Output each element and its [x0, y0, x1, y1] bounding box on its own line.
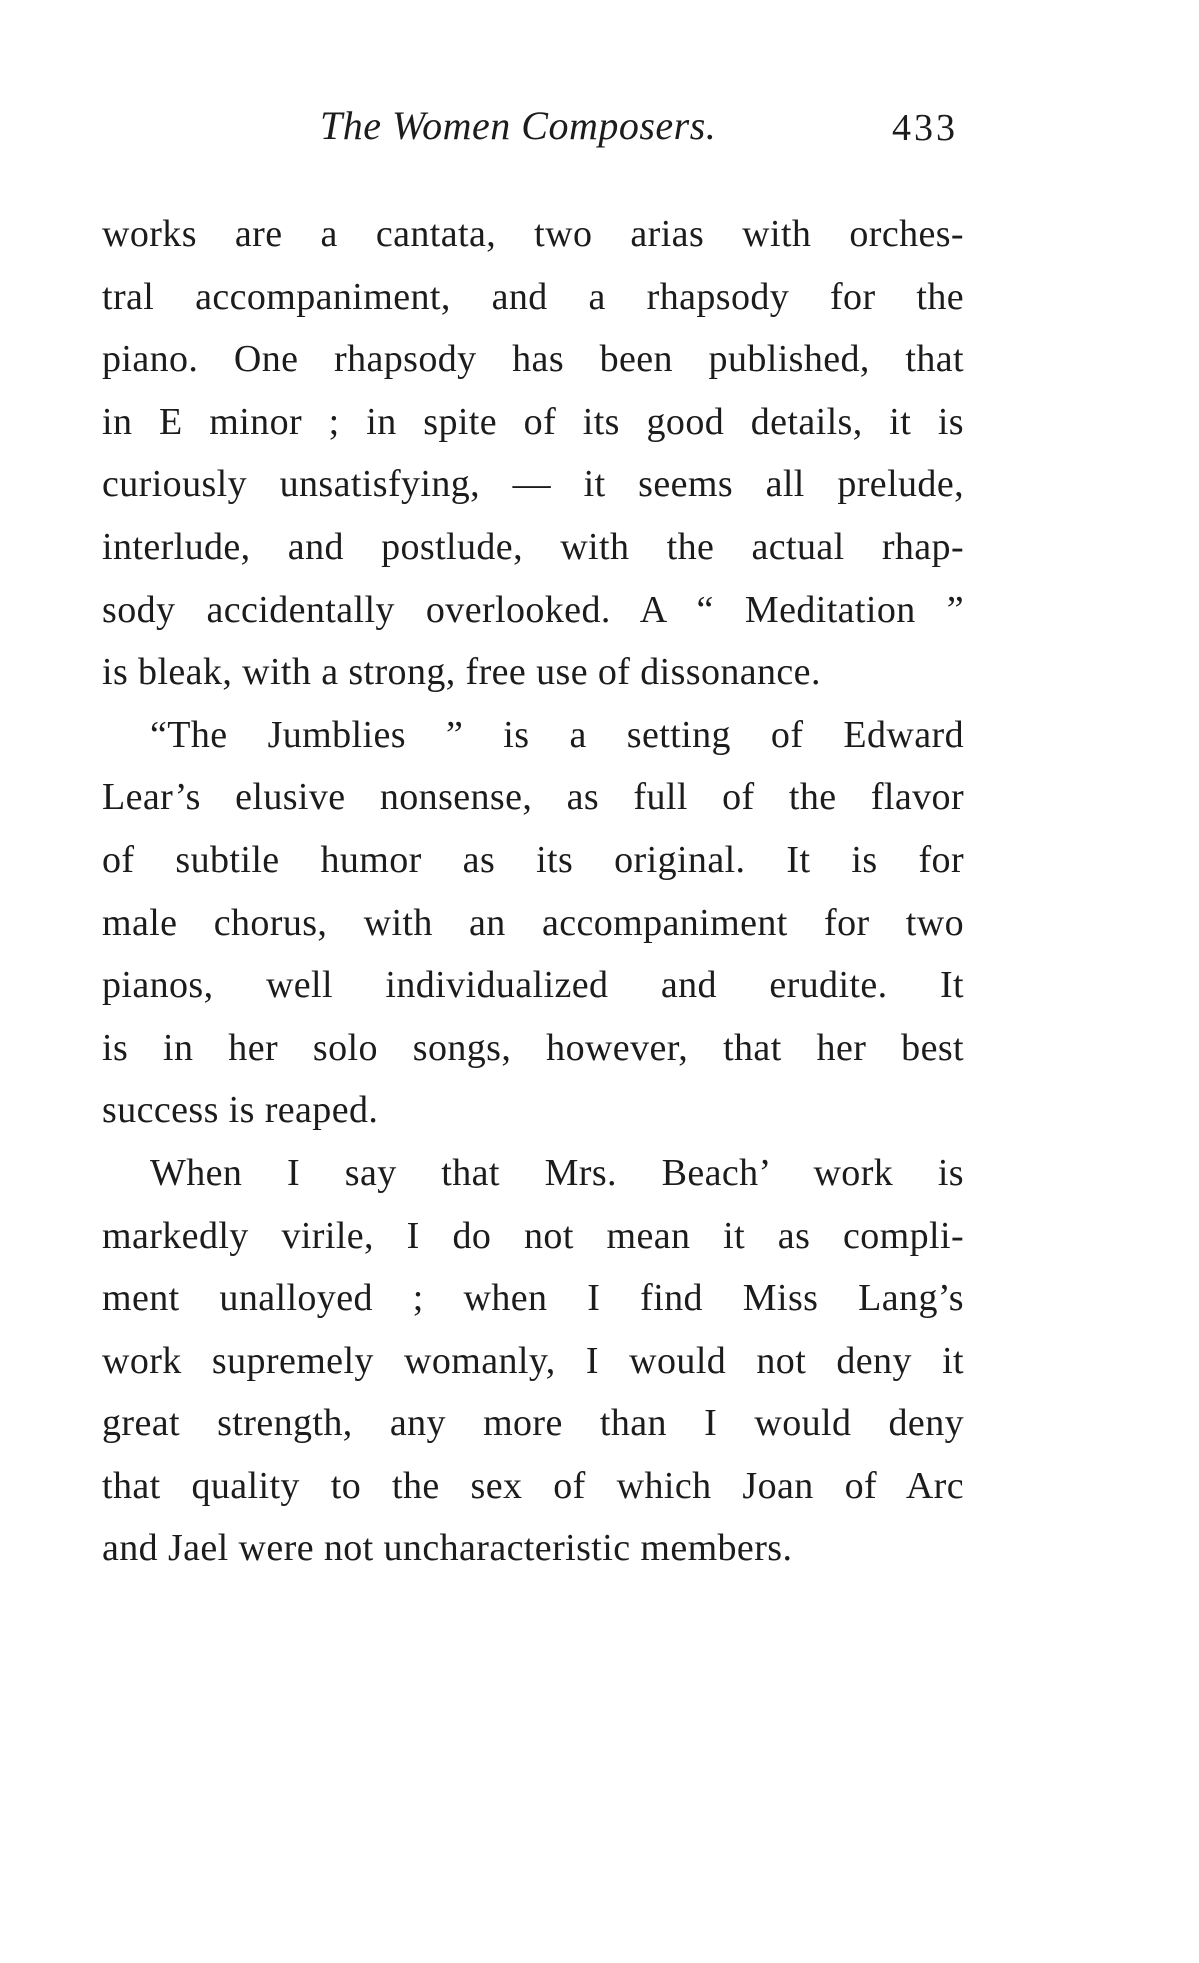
- text-line: works are a cantata, two arias with orches-: [102, 213, 964, 255]
- text-line: ment unalloyed ; when I find Miss Lang’s: [102, 1277, 964, 1320]
- text-line: When I say that Mrs. Beach’ work is: [150, 1151, 964, 1194]
- text-line: and Jael were not uncharacteristic members.: [102, 1527, 793, 1570]
- text-line: tral accompaniment, and a rhapsody for the: [102, 275, 964, 318]
- text-line: that quality to the sex of which Joan of Arc: [102, 1464, 964, 1507]
- text-line: interlude, and postlude, with the actual rhap-: [102, 525, 964, 568]
- text-line: curiously unsatisfying, — it seems all prelude,: [102, 463, 964, 506]
- text-line: work supremely womanly, I would not deny it: [102, 1339, 964, 1382]
- text-line: great strength, any more than I would deny: [102, 1402, 964, 1445]
- text-line: markedly virile, I do not mean it as compli-: [102, 1214, 964, 1257]
- text-line: in E minor ; in spite of its good details, it is: [102, 400, 964, 443]
- body-text: [102, 203, 964, 1580]
- text-line: success is reaped.: [102, 1089, 379, 1132]
- text-line: of subtile humor as its original. It is for: [102, 838, 964, 881]
- running-head: [0, 102, 1199, 162]
- text-line: is in her solo songs, however, that her best: [102, 1026, 964, 1069]
- running-title: The Women Composers.: [320, 103, 717, 148]
- text-line: sody accidentally overlooked. A “ Meditation ”: [102, 588, 964, 631]
- text-line: is bleak, with a strong, free use of dissonance.: [102, 651, 821, 694]
- text-line: “The Jumblies ” is a setting of Edward: [150, 713, 964, 756]
- text-line: piano. One rhapsody has been published, that: [102, 338, 964, 381]
- page-number: 433: [892, 107, 958, 149]
- text-line: male chorus, with an accompaniment for two: [102, 901, 964, 944]
- text-line: Lear’s elusive nonsense, as full of the flavor: [102, 776, 964, 819]
- text-line: pianos, well individualized and erudite. It: [102, 964, 964, 1007]
